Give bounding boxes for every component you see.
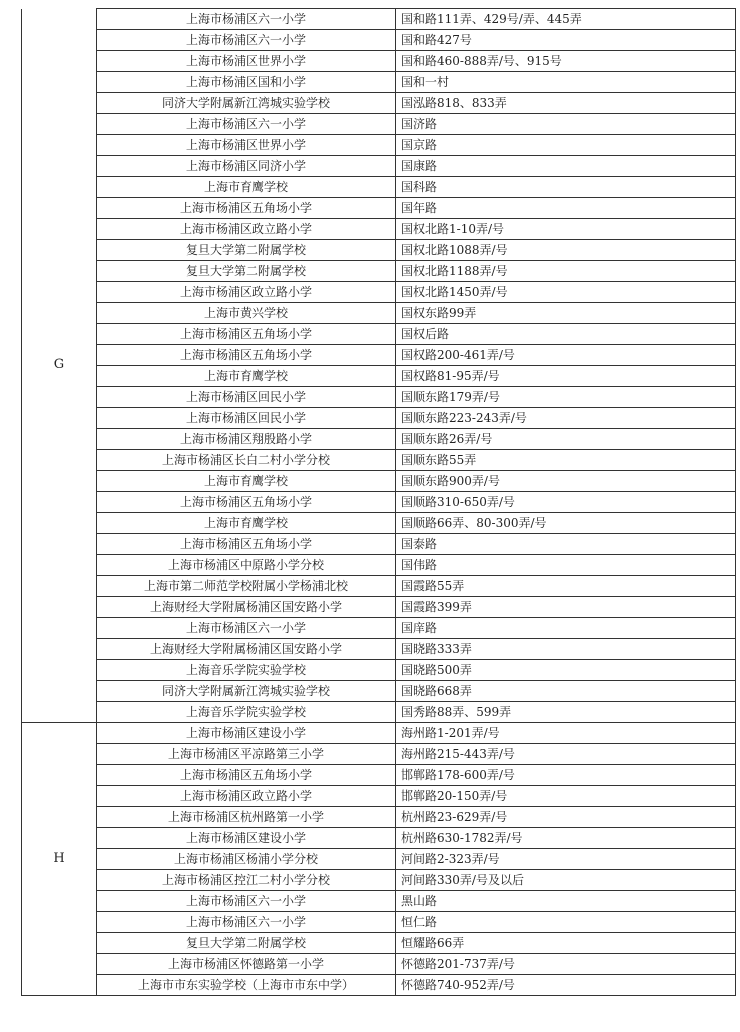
school-cell: 上海市杨浦区六一小学 — [97, 30, 396, 51]
school-cell: 上海市杨浦区五角场小学 — [97, 492, 396, 513]
road-cell: 国和一村 — [396, 72, 736, 93]
table-row — [22, 387, 736, 408]
road-cell: 国顺东路179弄/号 — [396, 387, 736, 408]
table-row — [22, 303, 736, 324]
table-row — [22, 702, 736, 723]
school-cell: 上海市杨浦区五角场小学 — [97, 198, 396, 219]
table-row — [22, 492, 736, 513]
road-cell: 国伟路 — [396, 555, 736, 576]
table-row — [22, 912, 736, 933]
road-cell: 国权路81-95弄/号 — [396, 366, 736, 387]
road-cell: 河间路330弄/号及以后 — [396, 870, 736, 891]
table-row — [22, 345, 736, 366]
table-row — [22, 807, 736, 828]
table-row — [22, 450, 736, 471]
road-cell: 国权北路1-10弄/号 — [396, 219, 736, 240]
road-cell: 怀德路201-737弄/号 — [396, 954, 736, 975]
school-cell: 上海市杨浦区中原路小学分校 — [97, 555, 396, 576]
road-cell: 国顺东路26弄/号 — [396, 429, 736, 450]
road-cell: 国权北路1188弄/号 — [396, 261, 736, 282]
road-cell: 国泓路818、833弄 — [396, 93, 736, 114]
school-cell: 上海市杨浦区政立路小学 — [97, 282, 396, 303]
school-cell: 上海市杨浦区控江二村小学分校 — [97, 870, 396, 891]
school-cell: 上海市杨浦区世界小学 — [97, 51, 396, 72]
school-cell: 上海市杨浦区翔殷路小学 — [97, 429, 396, 450]
road-cell: 国权后路 — [396, 324, 736, 345]
school-cell: 上海市杨浦区怀德路第一小学 — [97, 954, 396, 975]
road-cell: 国权北路1450弄/号 — [396, 282, 736, 303]
table-row — [22, 660, 736, 681]
school-cell: 上海市杨浦区五角场小学 — [97, 765, 396, 786]
road-cell: 国济路 — [396, 114, 736, 135]
table-row — [22, 765, 736, 786]
school-cell: 上海市黄兴学校 — [97, 303, 396, 324]
school-cell: 上海市杨浦区六一小学 — [97, 9, 396, 30]
road-cell: 国和路427号 — [396, 30, 736, 51]
school-cell: 上海市杨浦区国和小学 — [97, 72, 396, 93]
school-cell: 上海财经大学附属杨浦区国安路小学 — [97, 639, 396, 660]
table-row — [22, 954, 736, 975]
road-cell: 邯郸路20-150弄/号 — [396, 786, 736, 807]
table-row — [22, 429, 736, 450]
table-row — [22, 639, 736, 660]
school-cell: 上海市杨浦区六一小学 — [97, 618, 396, 639]
school-cell: 上海市杨浦区六一小学 — [97, 912, 396, 933]
school-cell: 上海市杨浦区建设小学 — [97, 828, 396, 849]
road-cell: 国顺路66弄、80-300弄/号 — [396, 513, 736, 534]
table-row — [22, 93, 736, 114]
school-cell: 上海市市东实验学校（上海市市东中学） — [97, 975, 396, 996]
table-row — [22, 849, 736, 870]
school-cell: 上海市杨浦区建设小学 — [97, 723, 396, 744]
road-cell: 国顺东路55弄 — [396, 450, 736, 471]
table-row — [22, 681, 736, 702]
road-cell: 邯郸路178-600弄/号 — [396, 765, 736, 786]
school-cell: 上海市杨浦区五角场小学 — [97, 324, 396, 345]
table-row — [22, 30, 736, 51]
school-cell: 上海音乐学院实验学校 — [97, 702, 396, 723]
road-cell: 国顺东路900弄/号 — [396, 471, 736, 492]
road-cell: 国权路200-461弄/号 — [396, 345, 736, 366]
school-cell: 上海市育鹰学校 — [97, 471, 396, 492]
table-row — [22, 534, 736, 555]
road-cell: 国康路 — [396, 156, 736, 177]
school-cell: 上海市杨浦区回民小学 — [97, 408, 396, 429]
table-row — [22, 135, 736, 156]
road-cell: 国顺东路223-243弄/号 — [396, 408, 736, 429]
table-row — [22, 366, 736, 387]
table-row — [22, 618, 736, 639]
road-cell: 国晓路333弄 — [396, 639, 736, 660]
road-cell: 国和路460-888弄/号、915号 — [396, 51, 736, 72]
table-row — [22, 9, 736, 30]
address-table — [21, 8, 736, 996]
school-district-table — [21, 8, 736, 996]
school-cell: 上海市杨浦区政立路小学 — [97, 219, 396, 240]
table-row — [22, 576, 736, 597]
road-cell: 海州路1-201弄/号 — [396, 723, 736, 744]
table-row — [22, 261, 736, 282]
school-cell: 上海市杨浦区六一小学 — [97, 891, 396, 912]
table-row — [22, 324, 736, 345]
school-cell: 复旦大学第二附属学校 — [97, 240, 396, 261]
road-cell: 恒仁路 — [396, 912, 736, 933]
road-cell: 怀德路740-952弄/号 — [396, 975, 736, 996]
school-cell: 上海音乐学院实验学校 — [97, 660, 396, 681]
road-cell: 恒耀路66弄 — [396, 933, 736, 954]
table-row — [22, 72, 736, 93]
table-row — [22, 891, 736, 912]
school-cell: 上海市杨浦区杨浦小学分校 — [97, 849, 396, 870]
table-row — [22, 471, 736, 492]
road-cell: 国京路 — [396, 135, 736, 156]
road-cell: 国泰路 — [396, 534, 736, 555]
table-row — [22, 786, 736, 807]
table-row — [22, 870, 736, 891]
table-row — [22, 933, 736, 954]
school-cell: 上海市杨浦区五角场小学 — [97, 345, 396, 366]
road-cell: 国晓路500弄 — [396, 660, 736, 681]
table-row — [22, 198, 736, 219]
table-row — [22, 219, 736, 240]
table-row — [22, 408, 736, 429]
road-cell: 国霞路55弄 — [396, 576, 736, 597]
table-row — [22, 240, 736, 261]
school-cell: 上海市育鹰学校 — [97, 513, 396, 534]
table-row — [22, 513, 736, 534]
school-cell: 上海市杨浦区六一小学 — [97, 114, 396, 135]
table-row — [22, 744, 736, 765]
school-cell: 上海财经大学附属杨浦区国安路小学 — [97, 597, 396, 618]
school-cell: 上海市杨浦区世界小学 — [97, 135, 396, 156]
road-cell: 黑山路 — [396, 891, 736, 912]
table-row — [22, 114, 736, 135]
road-cell: 国年路 — [396, 198, 736, 219]
school-cell: 上海市杨浦区政立路小学 — [97, 786, 396, 807]
school-cell: 上海市育鹰学校 — [97, 177, 396, 198]
table-row — [22, 177, 736, 198]
road-cell: 国权北路1088弄/号 — [396, 240, 736, 261]
table-row — [22, 975, 736, 996]
road-cell: 杭州路23-629弄/号 — [396, 807, 736, 828]
school-cell: 上海市杨浦区五角场小学 — [97, 534, 396, 555]
table-row — [22, 597, 736, 618]
road-cell: 国晓路668弄 — [396, 681, 736, 702]
road-cell: 国庠路 — [396, 618, 736, 639]
school-cell: 上海市杨浦区杭州路第一小学 — [97, 807, 396, 828]
school-cell: 上海市育鹰学校 — [97, 366, 396, 387]
road-cell: 国顺路310-650弄/号 — [396, 492, 736, 513]
school-cell: 上海市杨浦区长白二村小学分校 — [97, 450, 396, 471]
school-cell: 复旦大学第二附属学校 — [97, 933, 396, 954]
group-letter-cell: H — [22, 723, 97, 996]
table-row — [22, 156, 736, 177]
road-cell: 杭州路630-1782弄/号 — [396, 828, 736, 849]
road-cell: 国秀路88弄、599弄 — [396, 702, 736, 723]
road-cell: 国霞路399弄 — [396, 597, 736, 618]
table-row — [22, 723, 736, 744]
table-row — [22, 828, 736, 849]
school-cell: 上海市杨浦区平凉路第三小学 — [97, 744, 396, 765]
table-row — [22, 282, 736, 303]
road-cell: 海州路215-443弄/号 — [396, 744, 736, 765]
road-cell: 国科路 — [396, 177, 736, 198]
school-cell: 上海市杨浦区回民小学 — [97, 387, 396, 408]
school-cell: 复旦大学第二附属学校 — [97, 261, 396, 282]
table-row — [22, 555, 736, 576]
group-letter-cell: G — [22, 9, 97, 723]
school-cell: 上海市杨浦区同济小学 — [97, 156, 396, 177]
school-cell: 上海市第二师范学校附属小学杨浦北校 — [97, 576, 396, 597]
table-body — [22, 9, 736, 996]
table-row — [22, 51, 736, 72]
school-cell: 同济大学附属新江湾城实验学校 — [97, 93, 396, 114]
road-cell: 国和路111弄、429号/弄、445弄 — [396, 9, 736, 30]
road-cell: 国权东路99弄 — [396, 303, 736, 324]
road-cell: 河间路2-323弄/号 — [396, 849, 736, 870]
school-cell: 同济大学附属新江湾城实验学校 — [97, 681, 396, 702]
